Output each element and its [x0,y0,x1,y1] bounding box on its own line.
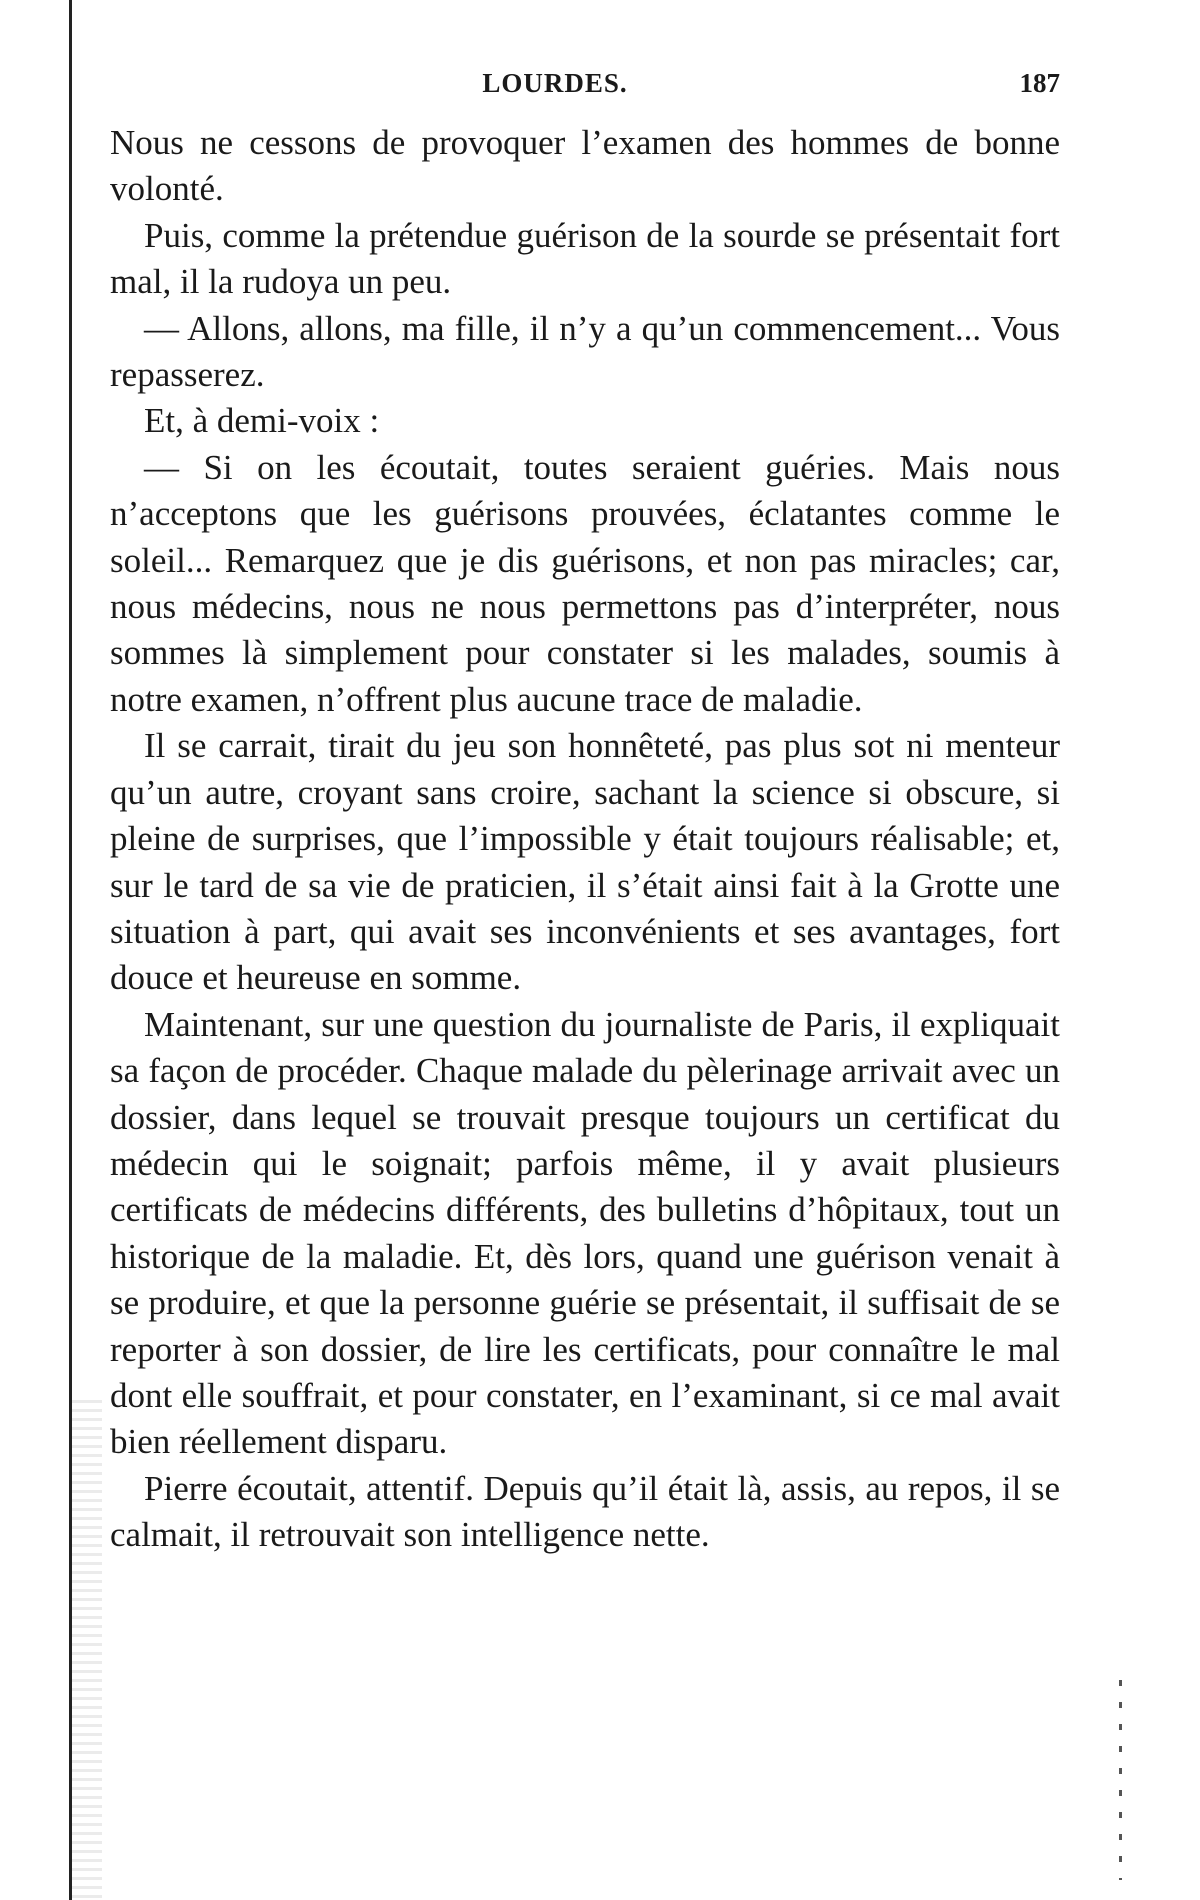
paragraph: Nous ne cessons de provoquer l’examen des hommes de bonne volonté. [110,123,1060,209]
page-edge-marks [1119,1680,1122,1880]
paragraph: — Allons, allons, ma fille, il n’y a qu’un commencement... Vous repasserez. [110,308,1060,395]
scan-shadow [72,1400,102,1900]
page-header [110,68,1060,108]
running-title: LOURDES. [482,68,628,98]
paragraph: Et, à demi-voix : [144,401,380,441]
paragraph: Puis, comme la prétendue guérison de la sourde se présentait fort mal, il la rudoya un peu. [110,215,1060,302]
paragraph: Maintenant, sur une question du journaliste de Paris, il expliquait sa façon de procéder. Chaque malade du pèlerinage arrivait avec un dossier, dans lequel se trouvait presque toujours un certificat du médecin qui le soignait; parfois même, il y avait plusieurs certificats de médecins différents, des bulletins d’hôpitaux, tout un historique de la maladie. Et, dès lors, quand une guérison venait à se produire, et que la personne guérie se présentait, il suffisait de se reporter à son dossier, de lire les certificats, pour connaître le mal dont elle souffrait, et pour constater, en l’examinant, si ce mal avait bien réellement disparu. [110,1004,1060,1462]
page-body [110,120,1060,1559]
page-number: 187 [1019,68,1060,98]
paragraph: — Si on les écoutait, toutes seraient guéries. Mais nous n’acceptons que les guérisons prouvées, éclatantes comme le soleil... Remarquez que je dis guérisons, et non pas miracles; car, nous médecins, nous ne nous permettons pas d’interpréter, nous sommes là simplement pour constater si les malades, soumis à notre examen, n’offrent plus aucune trace de maladie. [110,447,1060,719]
paragraph: Il se carrait, tirait du jeu son honnêteté, pas plus sot ni menteur qu’un autre, croyant sans croire, sachant la science si obscure, si pleine de surprises, que l’impossible y était toujours réalisable; et, sur le tard de sa vie de praticien, il s’était ainsi fait à la Grotte une situation à part, qui avait ses inconvénients et ses avantages, fort douce et heureuse en somme. [110,726,1060,998]
paragraph: Pierre écoutait, attentif. Depuis qu’il était là, assis, au repos, il se calmait, il retrouvait son intelligence nette. [110,1468,1060,1555]
